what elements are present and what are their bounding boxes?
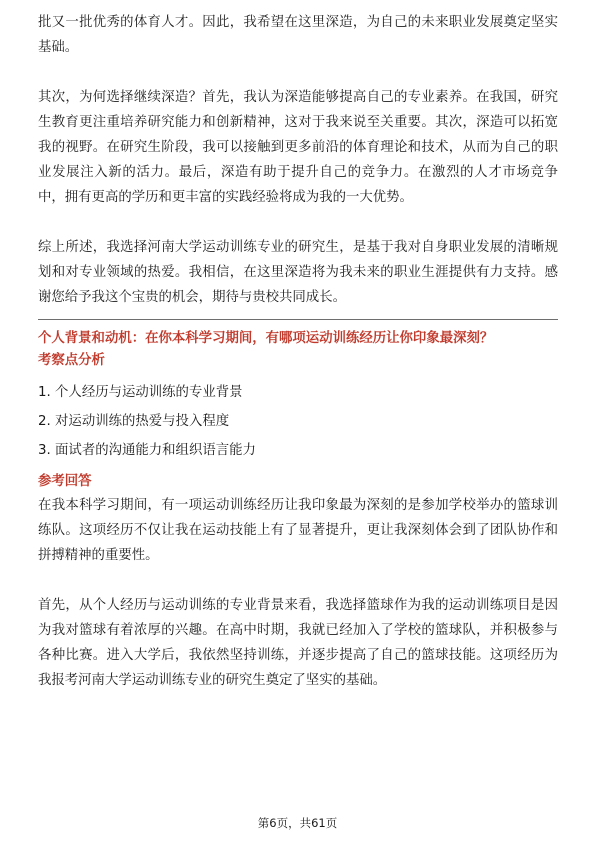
page-footer: 第6页，共61页 bbox=[257, 816, 338, 830]
answer-paragraph-1: 在我本科学习期间，有一项运动训练经历让我印象最为深刻的是参加学校举办的篮球训练队。这项经历不仅让我在运动技能上有了显著提升，更让我深刻体会到了团队协作和拼搏精神的重要性。 bbox=[38, 498, 558, 563]
summary-paragraph: 综上所述，我选择河南大学运动训练专业的研究生，是基于我对自身职业发展的清晰规划和对专业领域的热爱。我相信，在这里深造将为我未来的职业生涯提供有力支持。感谢您给予我这个宝贵的机会，期待与贵校共同成长。 bbox=[38, 240, 558, 305]
answer-paragraph-2: 首先，从个人经历与运动训练的专业背景来看，我选择篮球作为我的运动训练项目是因为我对篮球有着浓厚的兴趣。在高中时期，我就已经加入了学校的篮球队，并积极参与各种比赛。进入大学后，我依然坚持训练，并逐步提高了自己的篮球技能。这项经历为我报考河南大学运动训练专业的研究生奠定了坚实的基础。 bbox=[38, 598, 558, 688]
why-study-paragraph: 其次，为何选择继续深造？首先，我认为深造能够提高自己的专业素养。在我国，研究生教育更注重培养研究能力和创新精神，这对于我来说至关重要。其次，深造可以拓宽我的视野。在研究生阶段，我可以接触到更多前沿的体育理论和技术，从而为自己的职业发展注入新的活力。最后，深造有助于提升自己的竞争力。在激烈的人才市场竞争中，拥有更高的学历和更丰富的实践经验将成为我的一大优势。 bbox=[38, 90, 558, 205]
intro-tail-paragraph: 批又一批优秀的体育人才。因此，我希望在这里深造，为自己的未来职业发展奠定坚实基础。 bbox=[38, 15, 558, 55]
analysis-item: 1. 个人经历与运动训练的专业背景 bbox=[38, 385, 243, 400]
analysis-item: 2. 对运动训练的热爱与投入程度 bbox=[38, 414, 230, 429]
answer-heading: 参考回答 bbox=[38, 474, 92, 489]
analysis-heading: 考察点分析 bbox=[38, 353, 105, 368]
analysis-item: 3. 面试者的沟通能力和组织语言能力 bbox=[38, 443, 256, 458]
document-page bbox=[38, 10, 558, 693]
question-heading: 个人背景和动机：在你本科学习期间，有哪项运动训练经历让你印象最深刻？ bbox=[38, 331, 494, 346]
section-divider bbox=[38, 319, 558, 320]
analysis-list bbox=[38, 378, 558, 465]
